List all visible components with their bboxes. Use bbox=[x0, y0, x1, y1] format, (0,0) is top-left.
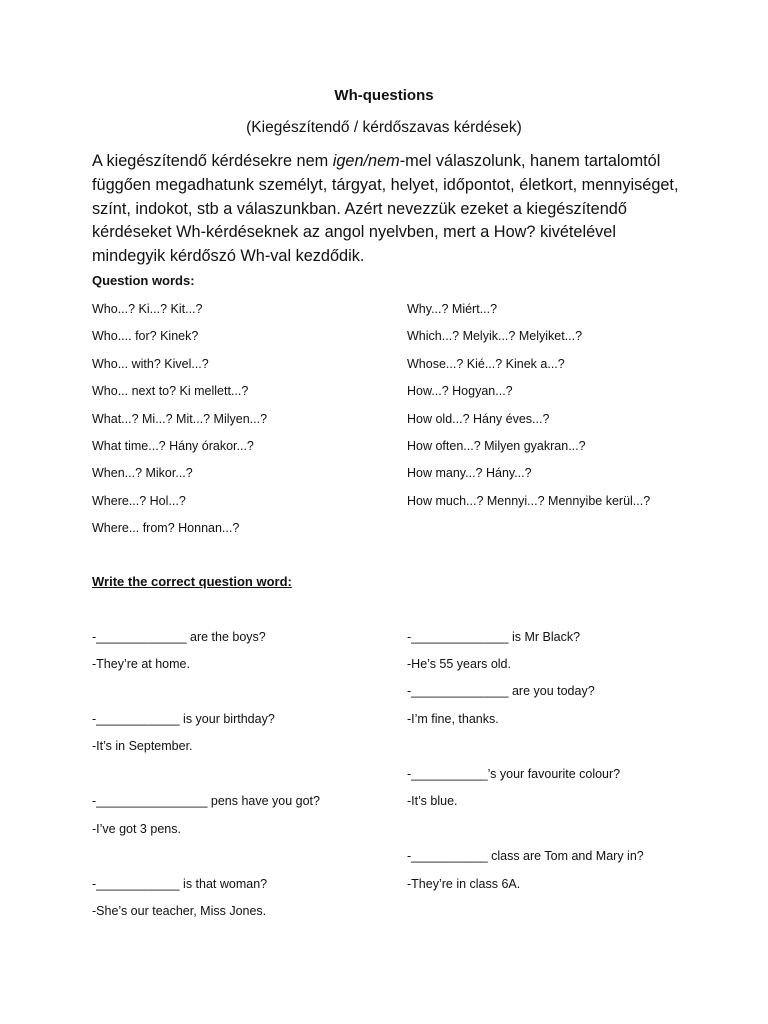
question-word-item: How many...? Hány...? bbox=[407, 466, 532, 480]
page-subtitle: (Kiegészítendő / kérdőszavas kérdések) bbox=[246, 119, 522, 136]
question-word-item: When...? Mikor...? bbox=[92, 466, 193, 480]
question-word-item: Why...? Miért...? bbox=[407, 302, 498, 316]
question-word-item: Who... with? Kivel...? bbox=[92, 357, 209, 371]
exercise-question: -____________ is your birthday? bbox=[92, 712, 275, 726]
question-word-item: Who... next to? Ki mellett...? bbox=[92, 384, 249, 398]
exercise-answer: -They’re at home. bbox=[92, 657, 190, 671]
exercise-answer: -It’s in September. bbox=[92, 739, 193, 753]
question-word-item: What...? Mi...? Mit...? Milyen...? bbox=[92, 412, 268, 426]
exercise-question: -___________ class are Tom and Mary in? bbox=[407, 849, 644, 863]
intro-text-italic: igen/nem bbox=[332, 152, 400, 170]
exercise-answer: -I’m fine, thanks. bbox=[407, 712, 499, 726]
exercise-question: -____________ is that woman? bbox=[92, 877, 268, 891]
question-word-item: Where... from? Honnan...? bbox=[92, 521, 240, 535]
exercise-question: -___________’s your favourite colour? bbox=[407, 767, 621, 781]
question-words-heading: Question words: bbox=[92, 273, 195, 288]
question-word-item: How often...? Milyen gyakran...? bbox=[407, 439, 586, 453]
question-word-item: How...? Hogyan...? bbox=[407, 384, 513, 398]
intro-paragraph bbox=[92, 150, 692, 269]
exercise-answer: -They’re in class 6A. bbox=[407, 877, 521, 891]
intro-text-2: -mel válaszolunk, hanem tartalomtól függően megadhatunk személyt, tárgyat, helyet, időpontot, életkort, mennyiséget, színt, indokot, stb a válaszunkban. Azért nevezzük ezeket a kiegészítendő kérdéseket Wh-kérdéseknek az angol nyelvben, mert a How? kivételével mindegyik kérdőszó Wh-val kezdődik. bbox=[92, 152, 679, 266]
exercise-answer: -She’s our teacher, Miss Jones. bbox=[92, 904, 267, 918]
exercise-answer: -I’ve got 3 pens. bbox=[92, 822, 181, 836]
exercise-answer: -He’s 55 years old. bbox=[407, 657, 511, 671]
question-word-item: How much...? Mennyi...? Mennyibe kerül...? bbox=[407, 494, 651, 508]
exercise-question: -_____________ are the boys? bbox=[92, 630, 266, 644]
exercise-question: -______________ is Mr Black? bbox=[407, 630, 581, 644]
page-title: Wh-questions bbox=[334, 87, 434, 104]
question-word-item: Whose...? Kié...? Kinek a...? bbox=[407, 357, 565, 371]
exercise-answer: -It’s blue. bbox=[407, 794, 458, 808]
exercise-question: -______________ are you today? bbox=[407, 684, 595, 698]
question-word-item: What time...? Hány órakor...? bbox=[92, 439, 254, 453]
question-word-item: Where...? Hol...? bbox=[92, 494, 186, 508]
question-word-item: Who.... for? Kinek? bbox=[92, 329, 199, 343]
question-word-item: How old...? Hány éves...? bbox=[407, 412, 550, 426]
intro-text-1: A kiegészítendő kérdésekre nem bbox=[92, 152, 333, 170]
exercise-heading: Write the correct question word: bbox=[92, 574, 292, 589]
question-word-item: Which...? Melyik...? Melyiket...? bbox=[407, 329, 583, 343]
question-word-item: Who...? Ki...? Kit...? bbox=[92, 302, 203, 316]
exercise-question: -________________ pens have you got? bbox=[92, 794, 320, 808]
